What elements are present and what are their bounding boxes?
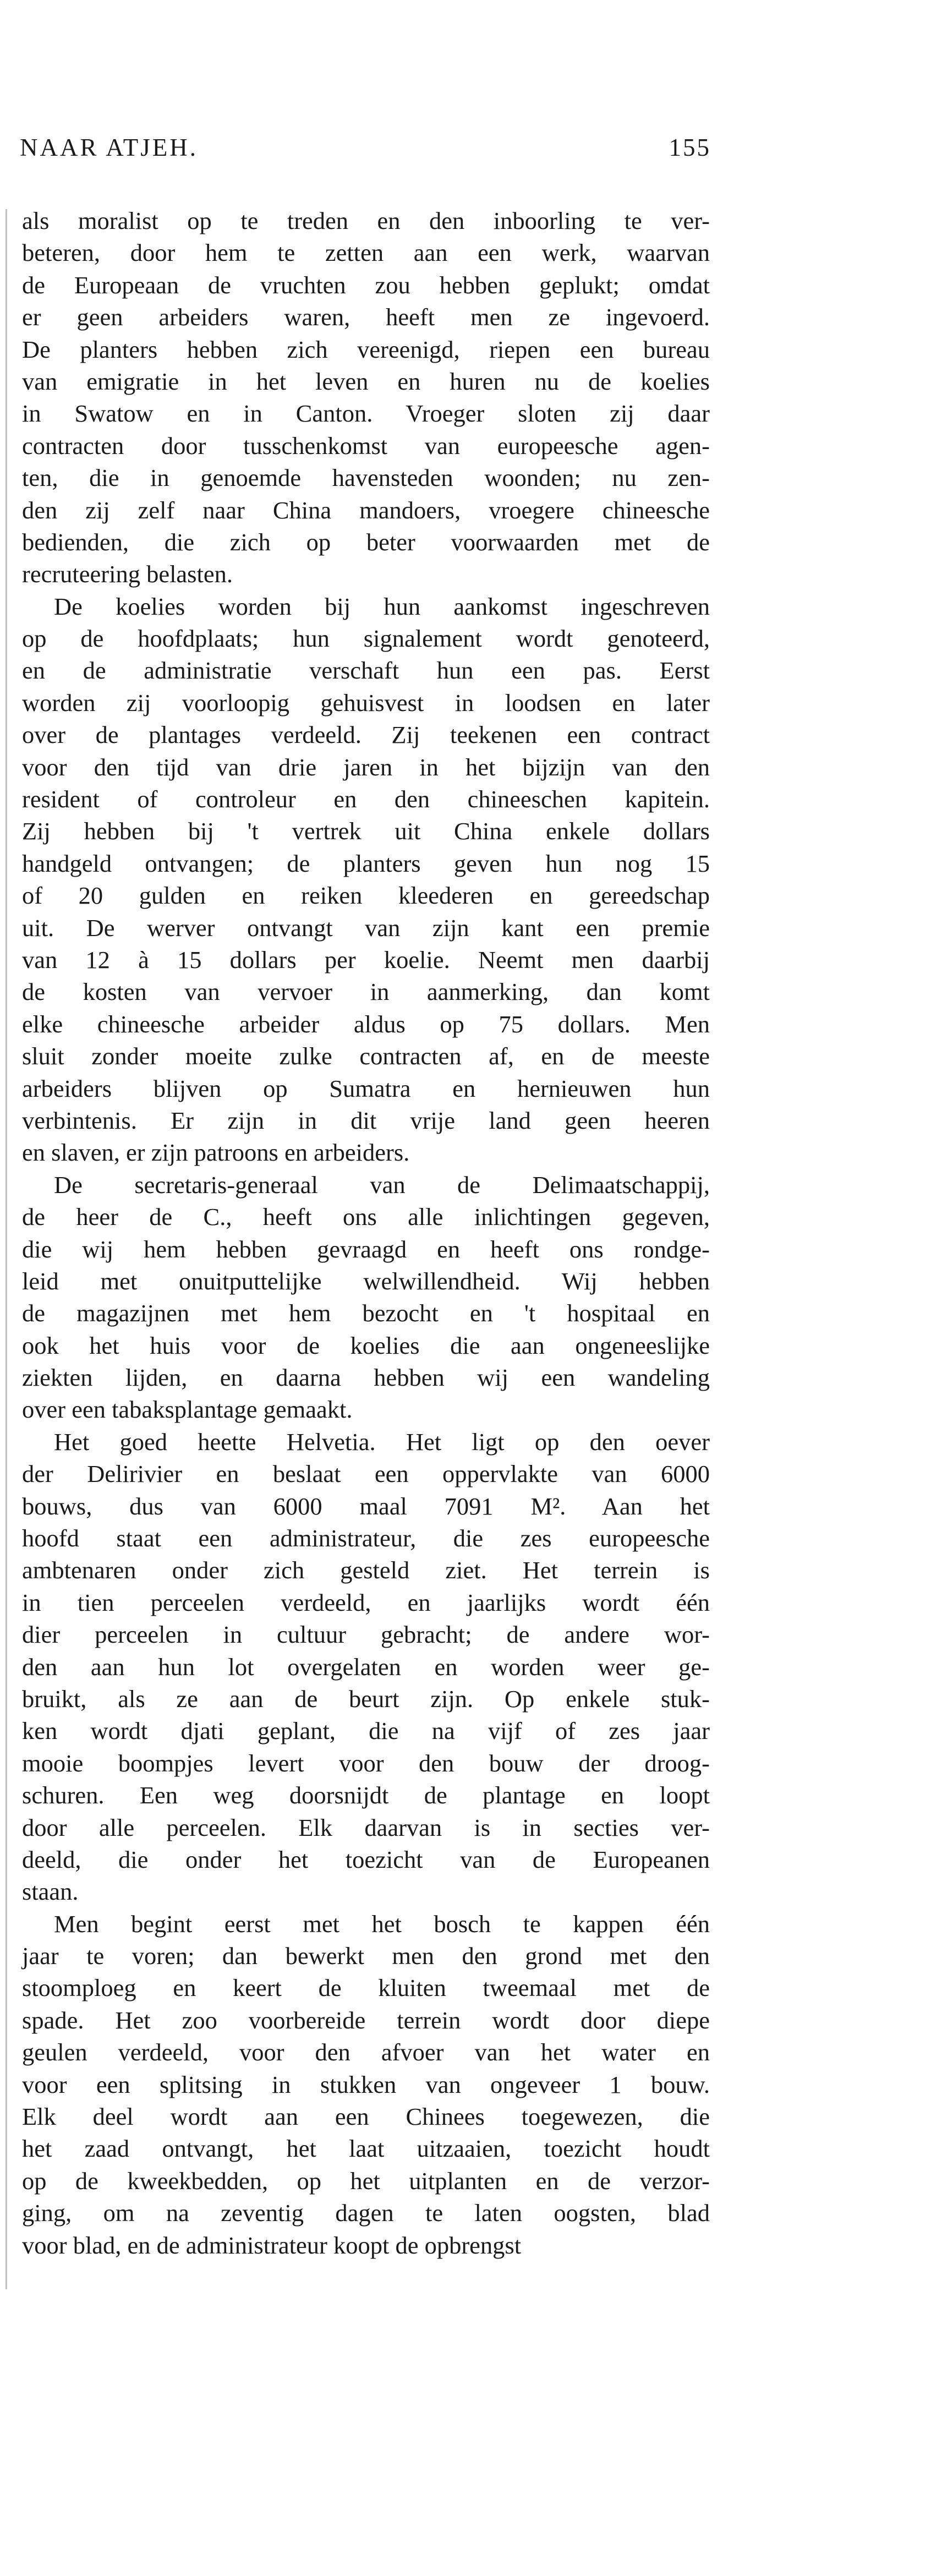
text-line: als moralist op te treden en den inboorling te ver-: [22, 207, 710, 234]
paragraph: [22, 1169, 710, 1426]
text-line: de Europeaan de vruchten zou hebben geplukt; omdat: [22, 271, 710, 299]
text-line: den aan hun lot overgelaten en worden weer ge-: [22, 1653, 710, 1681]
text-line: ambtenaren onder zich gesteld ziet. Het terrein is: [22, 1556, 710, 1584]
text-line: De secretaris-generaal van de Delimaatschappij,: [54, 1171, 710, 1199]
text-line: recruteering belasten.: [22, 560, 233, 588]
text-line: dier perceelen in cultuur gebracht; de andere wor-: [22, 1621, 710, 1649]
text-line: deeld, die onder het toezicht van de Europeanen: [22, 1845, 710, 1873]
text-line: en slaven, er zijn patroons en arbeiders.: [22, 1139, 410, 1167]
running-head: NAAR ATJEH.: [20, 134, 199, 161]
text-line: in Swatow en in Canton. Vroeger sloten zij daar: [22, 400, 710, 428]
text-line: of 20 gulden en reiken kleederen en gereedschap: [22, 882, 710, 910]
paragraph: [22, 1908, 710, 2261]
text-line: voor een splitsing in stukken van ongeveer 1 bouw.: [22, 2070, 710, 2098]
text-line: De planters hebben zich vereenigd, riepen een bureau: [22, 335, 710, 363]
text-line: de magazijnen met hem bezocht en 't hospitaal en: [22, 1299, 710, 1327]
text-line: van 12 à 15 dollars per koelie. Neemt men daarbij: [22, 945, 710, 973]
text-line: ook het huis voor de koelies die aan ongeneeslijke: [22, 1331, 710, 1359]
text-line: Elk deel wordt aan een Chinees toegewezen, die: [22, 2103, 710, 2131]
page-header: [20, 131, 711, 164]
text-line: resident of controleur en den chineeschen kapitein.: [22, 785, 710, 813]
text-line: spade. Het zoo voorbereide terrein wordt door diepe: [22, 2006, 710, 2034]
text-line: ken wordt djati geplant, die na vijf of zes jaar: [22, 1717, 710, 1745]
text-line: arbeiders blijven op Sumatra en hernieuwen hun: [22, 1074, 710, 1102]
text-line: geulen verdeeld, voor den afvoer van het water en: [22, 2038, 710, 2066]
text-line: en de administratie verschaft hun een pas. Eerst: [22, 657, 710, 685]
text-line: sluit zonder moeite zulke contracten af, en de meeste: [22, 1042, 710, 1070]
paragraph: [22, 1426, 710, 1908]
text-line: op de kweekbedden, op het uitplanten en de verzor-: [22, 2167, 710, 2195]
text-line: de kosten van vervoer in aanmerking, dan komt: [22, 978, 710, 1006]
text-line: hoofd staat een administrateur, die zes europeesche: [22, 1524, 710, 1552]
text-line: de heer de C., heeft ons alle inlichtingen gegeven,: [22, 1203, 710, 1231]
text-line: den zij zelf naar China mandoers, vroegere chineesche: [22, 496, 710, 524]
text-line: voor blad, en de administrateur koopt de opbrengst: [22, 2231, 522, 2259]
text-line: handgeld ontvangen; de planters geven hun nog 15: [22, 849, 710, 877]
text-line: in tien perceelen verdeeld, en jaarlijks wordt één: [22, 1588, 710, 1616]
text-line: over de plantages verdeeld. Zij teekenen een contract: [22, 721, 710, 749]
text-line: leid met onuitputtelijke welwillendheid. Wij hebben: [22, 1267, 710, 1295]
paragraph: [22, 590, 710, 1169]
text-line: bruikt, als ze aan de beurt zijn. Op enkele stuk-: [22, 1684, 710, 1713]
text-line: beteren, door hem te zetten aan een werk, waarvan: [22, 239, 710, 267]
text-line: uit. De werver ontvangt van zijn kant een premie: [22, 914, 710, 942]
text-line: voor den tijd van drie jaren in het bijzijn van den: [22, 753, 710, 781]
text-line: contracten door tusschenkomst van europeesche agen-: [22, 431, 710, 460]
margin-rule: [6, 209, 7, 2289]
text-line: ziekten lijden, en daarna hebben wij een wandeling: [22, 1364, 710, 1392]
text-line: op de hoofdplaats; hun signalement wordt genoteerd,: [22, 625, 710, 653]
text-line: worden zij voorloopig gehuisvest in loodsen en later: [22, 688, 710, 717]
text-line: verbintenis. Er zijn in dit vrije land geen heeren: [22, 1106, 710, 1134]
text-line: staan.: [22, 1878, 79, 1906]
text-line: mooie boompjes levert voor den bouw der droog-: [22, 1749, 710, 1777]
text-line: ging, om na zeventig dagen te laten oogsten, blad: [22, 2199, 710, 2227]
text-line: van emigratie in het leven en huren nu de koelies: [22, 367, 710, 395]
text-line: bouws, dus van 6000 maal 7091 M². Aan het: [22, 1492, 710, 1520]
text-line: ten, die in genoemde havensteden woonden; nu zen-: [22, 464, 710, 492]
text-line: jaar te voren; dan bewerkt men den grond met den: [22, 1942, 710, 1970]
body-text: [22, 205, 710, 2261]
text-line: Zij hebben bij 't vertrek uit China enkele dollars: [22, 817, 710, 845]
text-line: Men begint eerst met het bosch te kappen één: [54, 1910, 710, 1938]
text-line: De koelies worden bij hun aankomst ingeschreven: [54, 592, 710, 620]
text-line: er geen arbeiders waren, heeft men ze ingevoerd.: [22, 303, 710, 331]
text-line: die wij hem hebben gevraagd en heeft ons rondge-: [22, 1235, 710, 1263]
text-line: schuren. Een weg doorsnijdt de plantage en loopt: [22, 1781, 710, 1809]
paragraph: [22, 205, 710, 590]
text-line: bedienden, die zich op beter voorwaarden met de: [22, 528, 710, 556]
text-line: het zaad ontvangt, het laat uitzaaien, toezicht houdt: [22, 2135, 710, 2163]
text-line: Het goed heette Helvetia. Het ligt op den oever: [54, 1428, 710, 1456]
text-line: elke chineesche arbeider aldus op 75 dollars. Men: [22, 1010, 710, 1038]
text-line: stoomploeg en keert de kluiten tweemaal met de: [22, 1974, 710, 2002]
text-line: door alle perceelen. Elk daarvan is in secties ver-: [22, 1813, 710, 1841]
page-number: 155: [669, 134, 711, 161]
text-line: der Delirivier en beslaat een oppervlakte van 6000: [22, 1460, 710, 1488]
text-line: over een tabaksplantage gemaakt.: [22, 1396, 353, 1424]
